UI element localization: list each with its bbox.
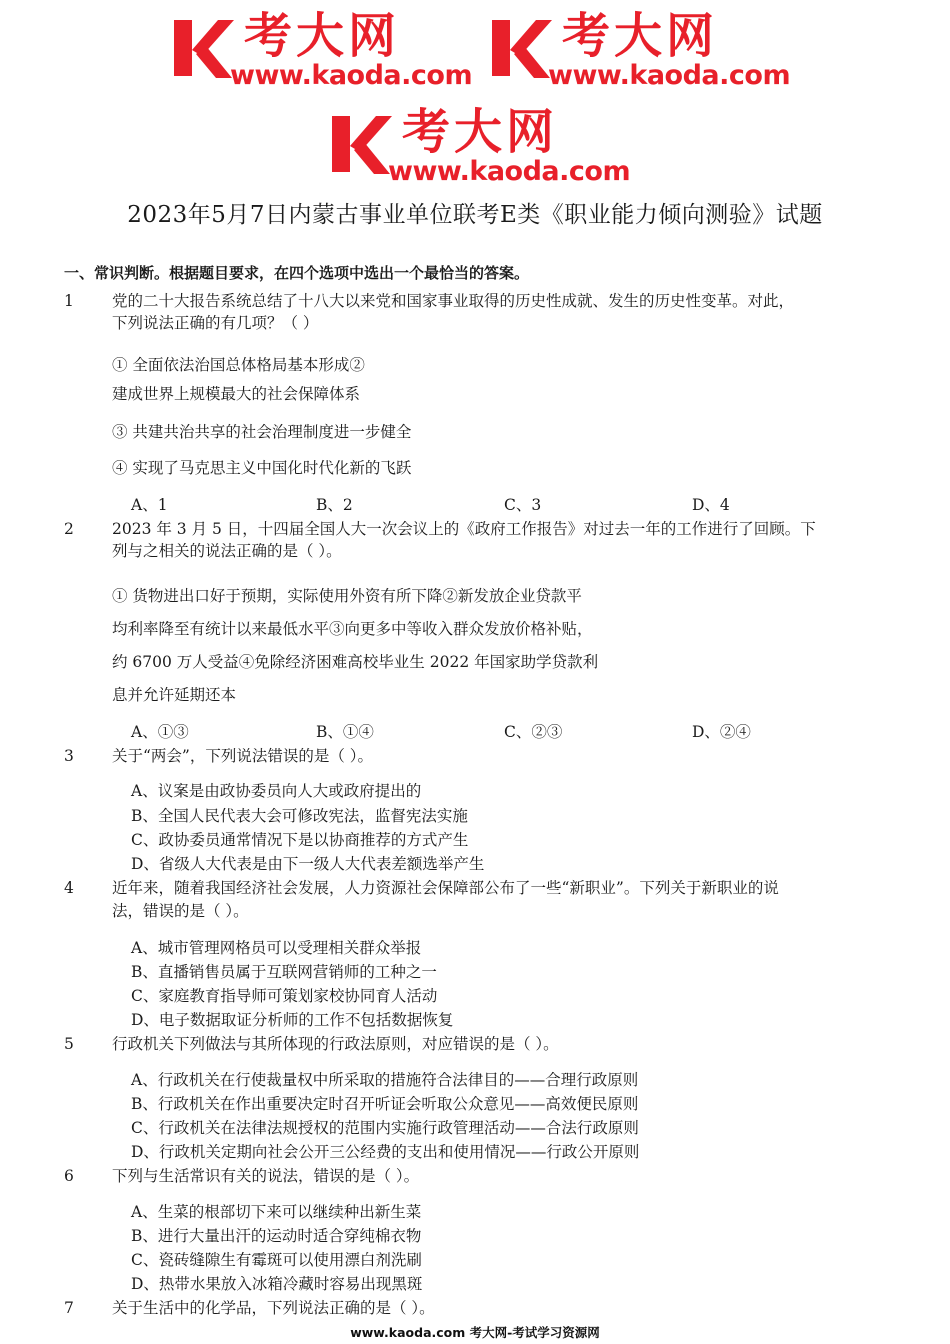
statement: 息并允许延期还本 (112, 686, 237, 704)
question-number: 5 (64, 1035, 74, 1053)
statement: 建成世界上规模最大的社会保障体系 (112, 385, 361, 403)
question-stem: 列与之相关的说法正确的是（ ）。 (112, 542, 342, 560)
option: B、行政机关在作出重要决定时召开听证会听取公众意见——高效便民原则 (131, 1095, 639, 1113)
kaoda-logo-cn: 考大网 (402, 104, 559, 160)
statement: 均利率降至有统计以来最低水平③向更多中等收入群众发放价格补贴， (112, 620, 593, 638)
statement: ④ 实现了马克思主义中国化时代化新的飞跃 (112, 459, 412, 477)
question-stem: 行政机关下列做法与其所体现的行政法原则，对应错误的是（ ）。 (112, 1035, 559, 1053)
option: A、1 (131, 496, 168, 514)
option: D、4 (692, 496, 730, 514)
question-stem: 关于“两会”，下列说法错误的是（ ）。 (112, 747, 374, 765)
option: C、政协委员通常情况下是以协商推荐的方式产生 (131, 831, 469, 849)
option: A、生菜的根部切下来可以继续种出新生菜 (131, 1203, 422, 1221)
kaoda-k-logo-icon (490, 16, 552, 80)
question-stem: 2023 年 3 月 5 日，十四届全国人大一次会议上的《政府工作报告》对过去一年的工作进行了回顾。下 (112, 520, 816, 538)
option: A、①③ (131, 723, 189, 741)
option: C、家庭教育指导师可策划家校协同育人活动 (131, 987, 438, 1005)
question-stem: 近年来，随着我国经济社会发展，人力资源社会保障部公布了一些“新职业”。下列关于新职业的说 (112, 879, 779, 897)
option: B、进行大量出汗的运动时适合穿纯棉衣物 (131, 1227, 422, 1245)
kaoda-logo-url: www.kaoda.com (548, 60, 791, 91)
option: D、②④ (692, 723, 751, 741)
question-stem: 党的二十大报告系统总结了十八大以来党和国家事业取得的历史性成就、发生的历史性变革。对此， (112, 292, 795, 310)
option: A、城市管理网格员可以受理相关群众举报 (131, 939, 422, 957)
question-number: 7 (64, 1299, 74, 1317)
kaoda-logo-1 (172, 8, 492, 92)
option: C、行政机关在法律法规授权的范围内实施行政管理活动——合法行政原则 (131, 1119, 639, 1137)
kaoda-logo-3 (330, 104, 650, 188)
question-number: 1 (64, 292, 74, 310)
option: D、行政机关定期向社会公开三公经费的支出和使用情况——行政公开原则 (131, 1143, 640, 1161)
option: B、2 (316, 496, 353, 514)
page-footer: www.kaoda.com 考大网-考试学习资源网 (350, 1325, 600, 1340)
option: B、①④ (316, 723, 374, 741)
kaoda-logo-cn: 考大网 (244, 8, 401, 64)
option: B、直播销售员属于互联网营销师的工种之一 (131, 963, 437, 981)
kaoda-k-logo-icon (172, 16, 234, 80)
statement: ③ 共建共治共享的社会治理制度进一步健全 (112, 423, 412, 441)
kaoda-logo-url: www.kaoda.com (388, 156, 631, 187)
option: A、议案是由政协委员向人大或政府提出的 (131, 782, 422, 800)
kaoda-k-logo-icon (330, 112, 392, 176)
kaoda-logo-2 (490, 8, 810, 92)
kaoda-logo-url: www.kaoda.com (230, 60, 473, 91)
question-stem: 法，错误的是（ ）。 (112, 902, 249, 920)
document-title: 2023年5月7日内蒙古事业单位联考E类《职业能力倾向测验》试题 (127, 202, 823, 228)
question-number: 3 (64, 747, 74, 765)
option: C、3 (504, 496, 542, 514)
question-stem: 下列说法正确的有几项？（ ） (112, 314, 319, 332)
kaoda-logo-cn: 考大网 (562, 8, 719, 64)
section-heading: 一、常识判断。根据题目要求，在四个选项中选出一个最恰当的答案。 (64, 264, 530, 282)
option: D、热带水果放入冰箱冷藏时容易出现黑斑 (131, 1275, 423, 1293)
option: D、电子数据取证分析师的工作不包括数据恢复 (131, 1011, 454, 1029)
option: C、瓷砖缝隙生有霉斑可以使用漂白剂洗刷 (131, 1251, 422, 1269)
question-number: 2 (64, 520, 74, 538)
statement: ① 全面依法治国总体格局基本形成② (112, 356, 365, 374)
option: A、行政机关在行使裁量权中所采取的措施符合法律目的——合理行政原则 (131, 1071, 639, 1089)
question-number: 6 (64, 1167, 74, 1185)
option: B、全国人民代表大会可修改宪法，监督宪法实施 (131, 807, 468, 825)
question-stem: 下列与生活常识有关的说法，错误的是（ ）。 (112, 1167, 420, 1185)
question-number: 4 (64, 879, 74, 897)
question-stem: 关于生活中的化学品，下列说法正确的是（ ）。 (112, 1299, 435, 1317)
option: C、②③ (504, 723, 563, 741)
statement: ① 货物进出口好于预期，实际使用外资有所下降②新发放企业贷款平 (112, 587, 582, 605)
option: D、省级人大代表是由下一级人大代表差额选举产生 (131, 855, 485, 873)
statement: 约 6700 万人受益④免除经济困难高校毕业生 2022 年国家助学贷款利 (112, 653, 599, 671)
